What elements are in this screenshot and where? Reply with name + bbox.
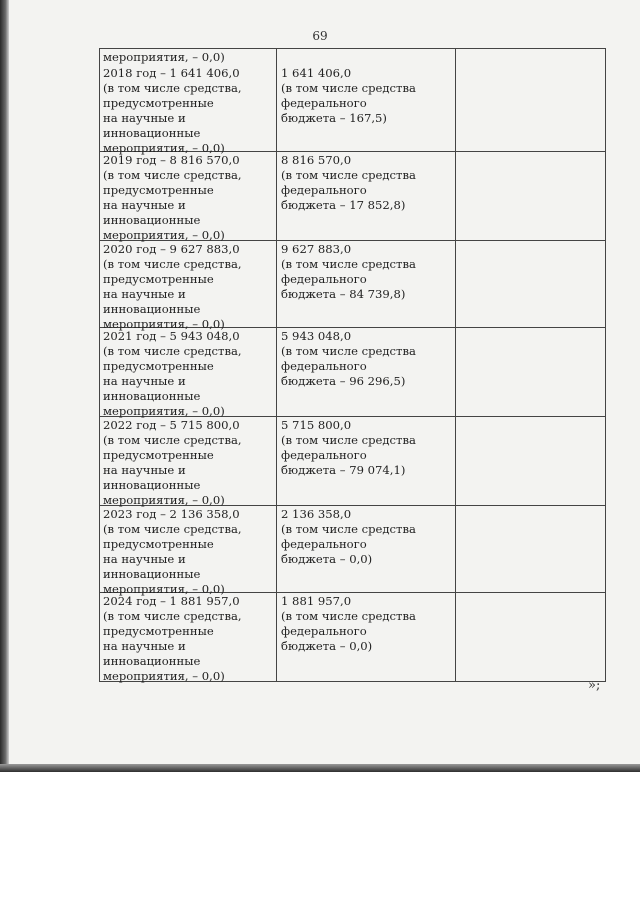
total-funding-cell <box>100 593 277 681</box>
table-row-continuation <box>100 49 605 65</box>
total-funding-line: инновационные <box>103 213 201 227</box>
scan-left-edge <box>0 0 9 770</box>
federal-funding-line: федерального <box>281 624 367 638</box>
total-funding-line: инновационные <box>103 389 201 403</box>
total-funding-line: 2024 год – 1 881 957,0 <box>103 594 240 608</box>
table-row <box>100 505 605 596</box>
total-funding-line: 2022 год – 5 715 800,0 <box>103 418 240 432</box>
scan-bottom-edge <box>0 764 640 772</box>
federal-funding-line: федерального <box>281 448 367 462</box>
federal-funding-line: бюджета – 96 296,5) <box>281 374 406 388</box>
total-funding-line: мероприятия, – 0,0) <box>103 493 225 507</box>
total-funding-line: предусмотренные <box>103 183 214 197</box>
federal-funding-line: 1 641 406,0 <box>281 66 352 80</box>
federal-funding-cell <box>277 417 455 505</box>
federal-funding-line: бюджета – 0,0) <box>281 552 373 566</box>
federal-funding-line: (в том числе средства <box>281 81 416 95</box>
federal-funding-line: федерального <box>281 183 367 197</box>
total-funding-line: мероприятия, – 0,0) <box>103 582 225 596</box>
federal-funding-line: 8 816 570,0 <box>281 153 352 167</box>
empty-cell <box>455 65 605 151</box>
total-funding-line: инновационные <box>103 654 201 668</box>
federal-funding-cell <box>277 328 455 416</box>
federal-funding-line: 9 627 883,0 <box>281 242 352 256</box>
federal-funding-cell <box>277 506 455 592</box>
federal-funding-line: федерального <box>281 359 367 373</box>
total-funding-cell <box>100 328 277 416</box>
total-funding-line: 2023 год – 2 136 358,0 <box>103 507 240 521</box>
federal-funding-line: 2 136 358,0 <box>281 507 352 521</box>
table-row <box>100 65 605 155</box>
federal-funding-line: бюджета – 79 074,1) <box>281 463 406 477</box>
federal-funding-cell <box>277 241 455 327</box>
total-funding-cell <box>100 152 277 240</box>
total-funding-line: (в том числе средства, <box>103 609 242 623</box>
federal-funding-line: 5 715 800,0 <box>281 418 352 432</box>
total-funding-line: 2020 год – 9 627 883,0 <box>103 242 240 256</box>
continuation-cell: мероприятия, – 0,0) <box>100 49 277 65</box>
federal-funding-line: бюджета – 0,0) <box>281 639 373 653</box>
empty-cell <box>455 152 605 240</box>
total-funding-line: 2019 год – 8 816 570,0 <box>103 153 240 167</box>
total-funding-line: мероприятия, – 0,0) <box>103 404 225 418</box>
empty-cell <box>455 49 605 65</box>
federal-funding-line: 1 881 957,0 <box>281 594 352 608</box>
total-funding-line: на научные и <box>103 552 186 566</box>
federal-funding-line: бюджета – 167,5) <box>281 111 387 125</box>
federal-funding-line: (в том числе средства <box>281 433 416 447</box>
total-funding-line: инновационные <box>103 126 201 140</box>
total-funding-line: мероприятия, – 0,0) <box>103 669 225 683</box>
total-funding-line: (в том числе средства, <box>103 257 242 271</box>
empty-cell <box>455 241 605 327</box>
federal-funding-line: (в том числе средства <box>281 609 416 623</box>
total-funding-line: мероприятия, – 0,0) <box>103 317 225 331</box>
federal-funding-line: (в том числе средства <box>281 168 416 182</box>
closing-quote-mark: »; <box>588 678 601 693</box>
federal-funding-line: бюджета – 17 852,8) <box>281 198 406 212</box>
table-row <box>100 416 605 505</box>
total-funding-cell <box>100 506 277 596</box>
total-funding-line: инновационные <box>103 567 201 581</box>
federal-funding-line: 5 943 048,0 <box>281 329 352 343</box>
federal-funding-line: бюджета – 84 739,8) <box>281 287 406 301</box>
total-funding-line: мероприятия, – 0,0) <box>103 141 225 155</box>
total-funding-line: (в том числе средства, <box>103 344 242 358</box>
federal-funding-line: федерального <box>281 537 367 551</box>
total-funding-line: (в том числе средства, <box>103 522 242 536</box>
total-funding-line: предусмотренные <box>103 448 214 462</box>
federal-funding-cell <box>277 65 455 151</box>
total-funding-line: на научные и <box>103 111 186 125</box>
federal-funding-line: федерального <box>281 96 367 110</box>
total-funding-line: на научные и <box>103 198 186 212</box>
total-funding-line: мероприятия, – 0,0) <box>103 228 225 242</box>
total-funding-cell <box>100 417 277 505</box>
total-funding-line: 2018 год – 1 641 406,0 <box>103 66 240 80</box>
table-row <box>100 240 605 331</box>
empty-cell <box>455 506 605 592</box>
total-funding-line: предусмотренные <box>103 624 214 638</box>
empty-cell <box>455 417 605 505</box>
total-funding-line: предусмотренные <box>103 96 214 110</box>
total-funding-line: инновационные <box>103 302 201 316</box>
total-funding-line: на научные и <box>103 374 186 388</box>
total-funding-line: (в том числе средства, <box>103 433 242 447</box>
total-funding-line: предусмотренные <box>103 359 214 373</box>
federal-funding-line: федерального <box>281 272 367 286</box>
empty-cell <box>455 328 605 416</box>
empty-cell <box>277 49 455 65</box>
table-row <box>100 327 605 416</box>
budget-table <box>99 48 606 682</box>
total-funding-line: предусмотренные <box>103 272 214 286</box>
federal-funding-line: (в том числе средства <box>281 257 416 271</box>
total-funding-cell <box>100 65 277 155</box>
federal-funding-line: (в том числе средства <box>281 344 416 358</box>
total-funding-line: (в том числе средства, <box>103 81 242 95</box>
table-row <box>100 151 605 240</box>
total-funding-line: 2021 год – 5 943 048,0 <box>103 329 240 343</box>
total-funding-line: на научные и <box>103 639 186 653</box>
total-funding-line: инновационные <box>103 478 201 492</box>
empty-cell <box>455 593 605 681</box>
total-funding-line: на научные и <box>103 463 186 477</box>
table-row <box>100 592 605 681</box>
federal-funding-line: (в том числе средства <box>281 522 416 536</box>
federal-funding-cell <box>277 152 455 240</box>
total-funding-line: (в том числе средства, <box>103 168 242 182</box>
page-number: 69 <box>312 29 328 43</box>
table-body <box>100 65 605 681</box>
federal-funding-cell <box>277 593 455 681</box>
total-funding-line: на научные и <box>103 287 186 301</box>
total-funding-cell <box>100 241 277 331</box>
total-funding-line: предусмотренные <box>103 537 214 551</box>
